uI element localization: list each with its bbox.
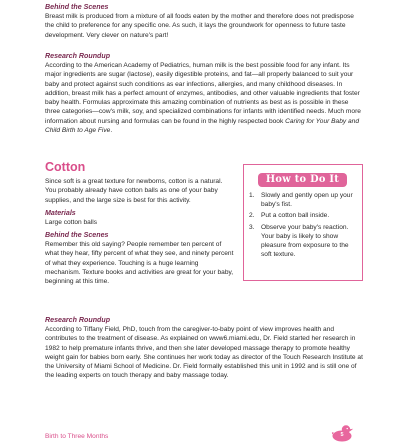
section-heading: Behind the Scenes (45, 3, 109, 11)
research-roundup-block-1 (45, 52, 363, 135)
step-number: 2. (249, 212, 255, 220)
step-item (249, 191, 356, 209)
paragraph-end: . (110, 127, 113, 135)
activity-title: Cotton (45, 160, 86, 174)
materials-heading: Materials (45, 208, 76, 217)
section-heading: Behind the Scenes (45, 231, 109, 240)
body-paragraph (45, 61, 363, 135)
book-title: Caring for Your Baby and Child Birth to Age Five (45, 117, 360, 135)
step-item (249, 211, 356, 220)
step-number: 3. (249, 223, 255, 231)
how-to-title: How to Do It (258, 173, 347, 187)
page-number: 5 (340, 432, 344, 438)
body-paragraph: Breast milk is produced from a mixture of all foods eaten by the mother and therefore does not predispose the child to preference for any specific one. As such, it lays the groundwork for openness to future taste development. Very clever on nature's part! (45, 13, 354, 39)
step-text: Slowly and gently open up your baby's fist. (261, 192, 353, 209)
research-roundup-block-2 (45, 316, 363, 381)
steps-list (249, 191, 356, 259)
body-paragraph: According to Tiffany Field, PhD, touch from the caregiver-to-baby point of view improves health and contributes to the treatment of disease. As explained on www6.miami.edu, Dr. Field started her research in 1982 to help premature infants thrive, and then she later developed massage therapy to promote healthy weight gain for babies born early. She continues her work today as director of the Touch Research Institute at the University of Miami School of Medicine. Dr. Field formally established this unit in 1992 and is still one of the leading experts on touch therapy and baby massage today. (45, 326, 363, 380)
body-paragraph: Remember this old saying? People remember ten percent of what they hear, fifty percent of what they see, and ninety percent of what they experience. Touching is a huge learning mechanism. Texture books and activities are great for your baby, beginning at this time. (45, 241, 234, 286)
footer-book-name: Birth to Three Months (45, 433, 109, 440)
materials-text: Large cotton balls (45, 218, 98, 226)
step-text: Put a cotton ball inside. (261, 212, 330, 220)
step-item (249, 223, 356, 260)
paragraph-text: According to the American Academy of Pediatrics, human milk is the best possible food for any infant. Its major ingredients are sugar (lactose), easily digestible proteins, and fat—all properly balanced to suit your baby and protect against such conditions as ear infections, allergies, and many childhood diseases. In addition, breast milk has a perfect amount of enzymes, antibodies, and other valuable ingredients that foster baby health. Formulas approximate this amazing combination of nutrients as best as is possible in these three categories—cow's milk, soy, and specialized combinations for infants with identified needs. Much more information about nursing and formulas can be found in the highly respected book (45, 62, 361, 125)
section-heading: Research Roundup (45, 316, 111, 324)
activity-intro: Since soft is a great texture for newborns, cotton is a natural. You probably already have cotton balls as one of your baby supplies, and the large size is best for this activity. (45, 178, 223, 204)
step-text: Observe your baby's reaction. Your baby is likely to show pleasure from exposure to the soft texture. (261, 223, 349, 259)
how-to-box (243, 164, 363, 281)
activity-left-column (45, 177, 235, 287)
section-heading: Research Roundup (45, 52, 111, 60)
behind-scenes-block-1 (45, 3, 363, 40)
step-number: 1. (249, 192, 255, 199)
